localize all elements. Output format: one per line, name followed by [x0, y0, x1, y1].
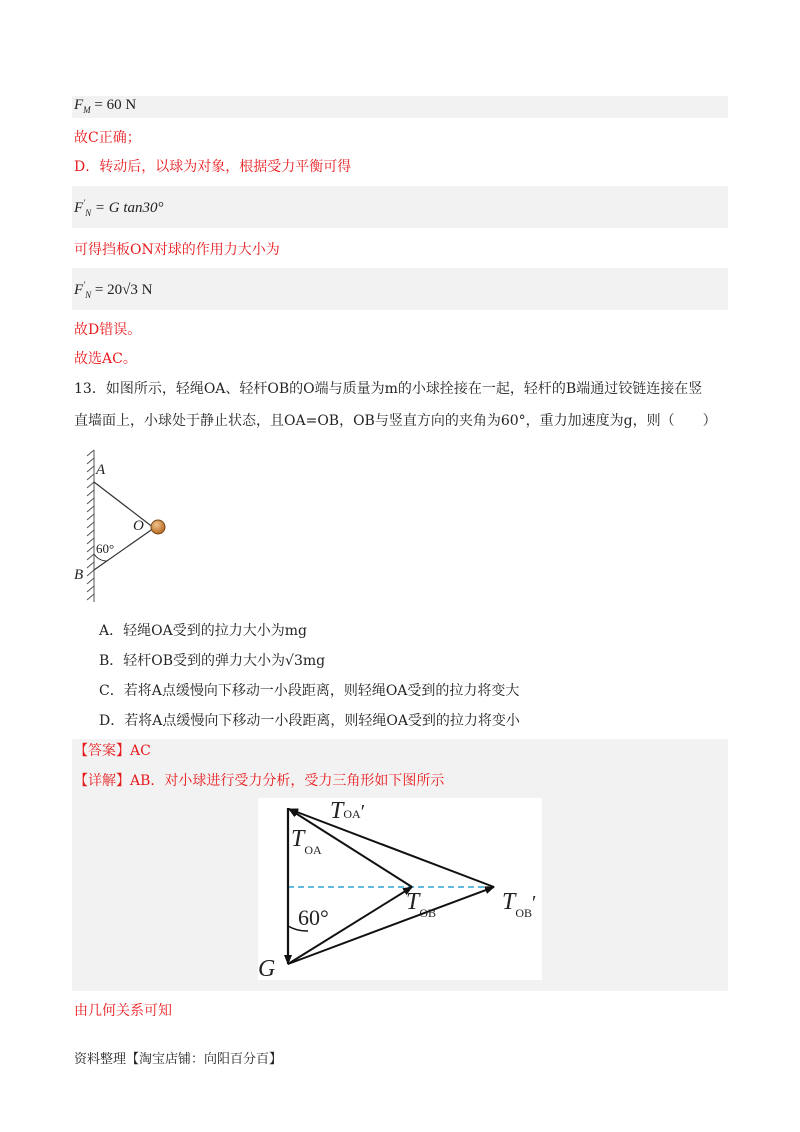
rope-oa — [94, 482, 154, 528]
label-a: A — [96, 462, 106, 478]
label-t-oa: $T_{OA}$ — [291, 826, 322, 857]
line-c-correct: 故C正确； — [74, 130, 141, 146]
wall-rope-rod-figure — [70, 448, 180, 606]
equation-box-fn-tan — [72, 186, 728, 228]
label-angle-60-triangle: 60° — [298, 905, 329, 930]
line-d-wrong: 故D错误。 — [74, 322, 142, 338]
answer-line: 【答案】AC — [74, 743, 151, 759]
footer-source: 资料整理【淘宝店铺：向阳百分百】 — [74, 1052, 283, 1067]
option-c: C．若将A点缓慢向下移动一小段距离，则轻绳OA受到的拉力将变大 — [99, 683, 520, 699]
label-t-oa-prime: TOA′ — [330, 798, 366, 824]
line-choose-ac: 故选AC。 — [74, 351, 137, 367]
equation-box-fm — [72, 96, 728, 118]
label-t-ob-prime: $T_{OB}'$ — [502, 889, 537, 920]
geometry-line: 由几何关系可知 — [74, 1003, 172, 1019]
wall-hatching — [87, 450, 94, 602]
equation-box-fn-value — [72, 268, 728, 310]
ball — [151, 520, 165, 534]
label-angle-60: 60° — [96, 541, 115, 556]
question-stem-line1: 13．如图所示，轻绳OA、轻杆OB的O端与质量为m的小球拴接在一起，轻杆的B端通过铰链连接在竖 — [74, 381, 703, 397]
option-b: B．轻杆OB受到的弹力大小为√3mg — [99, 653, 326, 669]
line-on-force: 可得挡板ON对球的作用力大小为 — [74, 242, 280, 258]
label-t-ob: $T_{OB}$ — [406, 889, 437, 920]
equation-fn-tan: $F'_N = G$ tan30° — [74, 198, 164, 218]
label-g: G — [258, 956, 276, 982]
option-d: D．若将A点缓慢向下移动一小段距离，则轻绳OA受到的拉力将变小 — [99, 713, 520, 729]
option-a: A．轻绳OA受到的拉力大小为mg — [99, 623, 307, 639]
detail-line: 【详解】AB．对小球进行受力分析，受力三角形如下图所示 — [74, 773, 445, 789]
equation-fn-value: $F'_N = 20√3$ N — [74, 280, 153, 300]
question-stem-line2: 直墙面上，小球处于静止状态，且OA=OB，OB与竖直方向的夹角为60°，重力加速度为g，则（ ） — [74, 413, 717, 429]
question-number: 13． — [74, 381, 106, 397]
line-d-statement: D．转动后，以球为对象，根据受力平衡可得 — [74, 159, 352, 175]
equation-fm: $F_M = 60$ N — [74, 97, 137, 115]
label-o: O — [133, 518, 144, 534]
label-b: B — [74, 567, 84, 583]
